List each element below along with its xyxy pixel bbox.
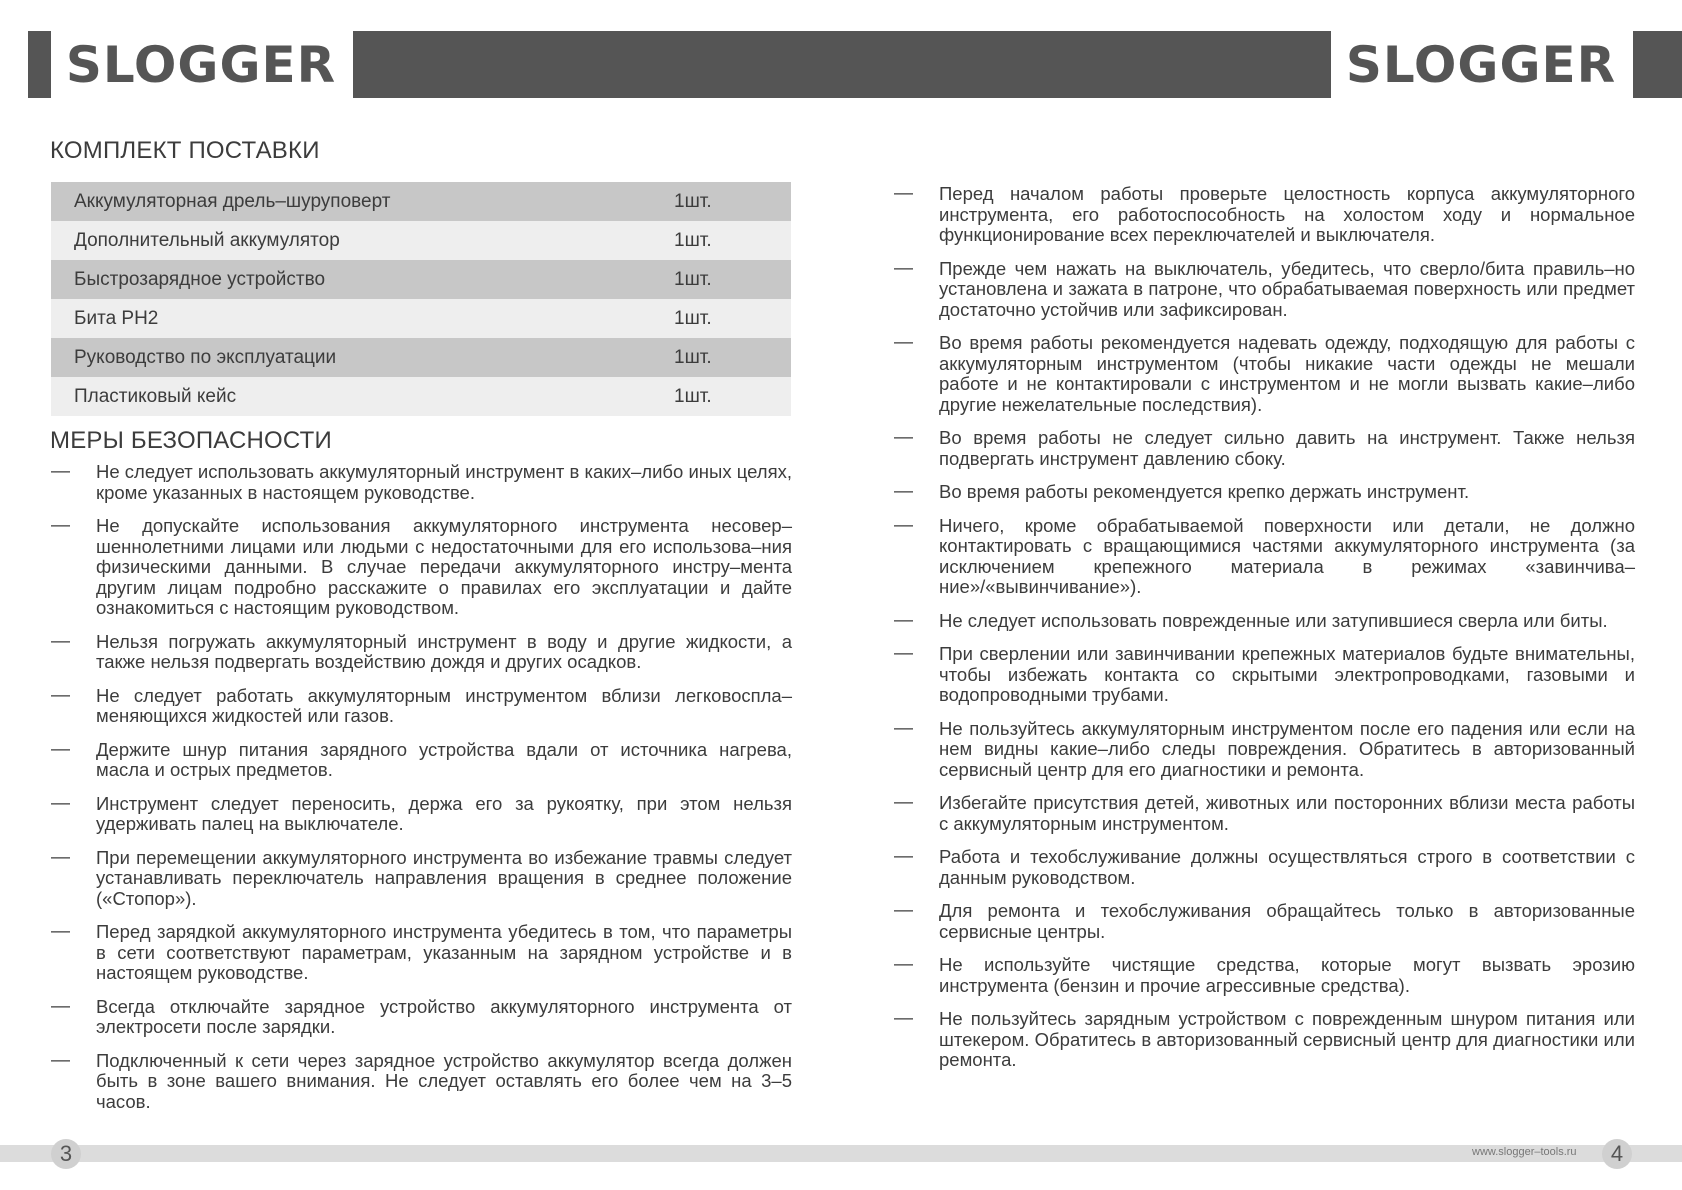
safety-rule: [894, 719, 1635, 781]
dash-bullet-icon: —: [894, 846, 913, 867]
safety-rule-text: Не допускайте использования аккумуляторного инструмента несовер–шеннолетними лицами или людьми с недостаточными для его использова–ния физическими данными. В случае передачи аккумуляторного инстру–мента другим лицам подробно расскажите о правилах его эксплуатации и дайте ознакомиться с настоящим руководством.: [96, 515, 792, 618]
dash-bullet-icon: —: [51, 846, 70, 868]
kit-row: [51, 377, 791, 416]
safety-rule-text: Не пользуйтесь зарядным устройством с поврежденным шнуром питания или штекером. Обратитесь в авторизованный сервисный центр для диагностики или ремонта.: [939, 1008, 1635, 1070]
kit-row: [51, 299, 791, 338]
safety-rule: [894, 1009, 1635, 1071]
kit-item-qty: 1шт.: [674, 229, 712, 251]
safety-rule: [51, 1051, 792, 1113]
brand-logo-left: SLOGGER: [51, 31, 351, 98]
kit-item-name: Аккумуляторная дрель–шуруповерт: [74, 190, 391, 212]
dash-bullet-icon: —: [51, 461, 70, 482]
kit-row: [51, 260, 791, 299]
kit-item-qty: 1шт.: [674, 385, 712, 407]
safety-rule-text: Перед началом работы проверьте целостность корпуса аккумуляторного инструмента, его работоспособность на холостом ходу и нормальное функционирование всех переключателей и выключателя.: [939, 183, 1635, 245]
page-number-right: 4: [1602, 1139, 1632, 1169]
dash-bullet-icon: —: [894, 481, 913, 502]
dash-bullet-icon: —: [894, 792, 913, 813]
dash-bullet-icon: —: [51, 738, 70, 760]
kit-item-qty: 1шт.: [674, 346, 712, 368]
safety-rule-text: Во время работы рекомендуется надевать одежду, подходящую для работы с аккумуляторным инструментом (чтобы никакие части одежды не мешали работе и не контактировали с инструментом и не могли вызвать какие–либо другие нежелательные последствия).: [939, 332, 1635, 415]
dash-bullet-icon: —: [894, 643, 913, 664]
safety-rule: [51, 794, 792, 835]
kit-item-qty: 1шт.: [674, 307, 712, 329]
safety-rule-text: Во время работы не следует сильно давить на инструмент. Также нельзя подвергать инструмент давлению сбоку.: [939, 427, 1635, 469]
kit-row: [51, 221, 791, 260]
kit-item-qty: 1шт.: [674, 268, 712, 290]
safety-rule-text: Инструмент следует переносить, держа его за рукоятку, при этом нельзя удерживать палец на выключателе.: [96, 792, 792, 834]
kit-item-name: Дополнительный аккумулятор: [74, 229, 340, 251]
dash-bullet-icon: —: [894, 257, 913, 279]
safety-rule-text: Нельзя погружать аккумуляторный инструмент в воду и другие жидкости, а также нельзя подвергать воздействию дождя и других осадков.: [96, 630, 792, 672]
safety-rule: [894, 611, 1635, 632]
safety-rule-text: Избегайте присутствия детей, животных или посторонних вблизи места работы с аккумуляторным инструментом.: [939, 792, 1635, 834]
dash-bullet-icon: —: [894, 900, 913, 921]
dash-bullet-icon: —: [894, 332, 913, 353]
dash-bullet-icon: —: [51, 1049, 70, 1071]
safety-rule: [894, 901, 1635, 942]
kit-table: [51, 182, 791, 416]
dash-bullet-icon: —: [51, 792, 70, 814]
safety-rule-text: Не следует использовать аккумуляторный инструмент в каких–либо иных целях, кроме указанных в настоящем руководстве.: [96, 461, 792, 503]
dash-bullet-icon: —: [894, 1008, 913, 1029]
kit-item-qty: 1шт.: [674, 190, 712, 212]
header-bar-right-accent: [1633, 31, 1682, 98]
kit-item-name: Пластиковый кейс: [74, 385, 237, 407]
safety-rule: [894, 955, 1635, 996]
safety-rule: [51, 516, 792, 619]
kit-title: КОМПЛЕКТ ПОСТАВКИ: [50, 137, 320, 164]
brand-logo-right: SLOGGER: [1331, 31, 1631, 98]
safety-rule: [894, 793, 1635, 834]
safety-rule-text: Работа и техобслуживание должны осуществляться строго в соответствии с данным руководством.: [939, 846, 1635, 888]
safety-rule: [894, 847, 1635, 888]
safety-list-left: [51, 462, 792, 1125]
dash-bullet-icon: —: [51, 684, 70, 706]
safety-rule: [51, 848, 792, 910]
dash-bullet-icon: —: [51, 630, 70, 652]
safety-rule-text: Всегда отключайте зарядное устройство аккумуляторного инструмента от электросети после зарядки.: [96, 995, 792, 1037]
dash-bullet-icon: —: [894, 183, 913, 204]
dash-bullet-icon: —: [894, 717, 913, 739]
safety-rule: [894, 184, 1635, 246]
safety-rule: [894, 259, 1635, 321]
dash-bullet-icon: —: [51, 515, 70, 536]
safety-rule: [51, 997, 792, 1038]
safety-rule: [51, 686, 792, 727]
safety-rule-text: Прежде чем нажать на выключатель, убедитесь, что сверло/бита правиль–но установлена и зажата в патроне, что обрабатываемая поверхность или предмет достаточно устойчив или зафиксирован.: [939, 257, 1635, 320]
safety-rule-text: Не пользуйтесь аккумуляторным инструментом после его падения или если на нем видны какие–либо следы повреждения. Обратитесь в авторизованный сервисный центр для его диагностики и ремонта.: [939, 717, 1635, 780]
dash-bullet-icon: —: [894, 954, 913, 975]
safety-rule-text: Ничего, кроме обрабатываемой поверхности или детали, не должно контактировать с вращающимися частями аккумуляторного инструмента (за исключением крепежного материала в режимах «завинчива–ние»/«вывинчивание»).: [939, 514, 1635, 597]
safety-title: МЕРЫ БЕЗОПАСНОСТИ: [50, 427, 332, 454]
safety-list-right: [894, 184, 1635, 1084]
header-bar-left-accent: [28, 31, 51, 98]
page-number-left: 3: [51, 1139, 81, 1169]
safety-rule-text: Для ремонта и техобслуживания обращайтесь только в авторизованные сервисные центры.: [939, 900, 1635, 942]
footer-bar: [0, 1145, 1682, 1162]
safety-rule: [51, 740, 792, 781]
safety-rule-text: Во время работы рекомендуется крепко держать инструмент.: [939, 481, 1470, 502]
safety-rule-text: Не следует работать аккумуляторным инструментом вблизи легковоспла–меняющихся жидкостей или газов.: [96, 684, 792, 726]
kit-item-name: Бита PH2: [74, 307, 159, 329]
safety-rule: [894, 516, 1635, 598]
safety-rule: [894, 428, 1635, 469]
website-url: www.slogger–tools.ru: [1472, 1146, 1577, 1158]
safety-rule-text: Подключенный к сети через зарядное устройство аккумулятор всегда должен быть в зоне вашего внимания. Не следует оставлять его более чем на 3–5 часов.: [96, 1049, 792, 1112]
safety-rule-text: Перед зарядкой аккумуляторного инструмента убедитесь в том, что параметры в сети соответствуют параметрам, указанным на зарядном устройстве и в настоящем руководстве.: [96, 921, 792, 983]
kit-item-name: Быстрозарядное устройство: [74, 268, 326, 290]
safety-rule-text: При перемещении аккумуляторного инструмента во избежание травмы следует устанавливать переключатель направления вращения в среднее положение («Стопор»).: [96, 846, 792, 909]
safety-rule: [51, 922, 792, 984]
dash-bullet-icon: —: [894, 514, 913, 536]
safety-rule: [894, 482, 1635, 503]
safety-rule: [51, 632, 792, 673]
header-bar-center: [353, 31, 1331, 98]
safety-rule-text: Держите шнур питания зарядного устройства вдали от источника нагрева, масла и острых предметов.: [96, 738, 792, 780]
dash-bullet-icon: —: [51, 995, 70, 1017]
kit-item-name: Руководство по эксплуатации: [74, 346, 337, 368]
safety-rule: [51, 462, 792, 503]
dash-bullet-icon: —: [894, 427, 913, 448]
dash-bullet-icon: —: [894, 609, 913, 631]
safety-rule-text: При сверлении или завинчивании крепежных материалов будьте внимательны, чтобы избежать контакта со скрытыми электропроводками, газовыми и водопроводными трубами.: [939, 643, 1635, 705]
dash-bullet-icon: —: [51, 921, 70, 942]
safety-rule-text: Не используйте чистящие средства, которые могут вызвать эрозию инструмента (бензин и прочие агрессивные средства).: [939, 954, 1635, 996]
kit-row: [51, 182, 791, 221]
safety-rule: [894, 644, 1635, 706]
safety-rule-text: Не следует использовать поврежденные или затупившиеся сверла или биты.: [939, 609, 1608, 631]
safety-rule: [894, 333, 1635, 415]
kit-row: [51, 338, 791, 377]
